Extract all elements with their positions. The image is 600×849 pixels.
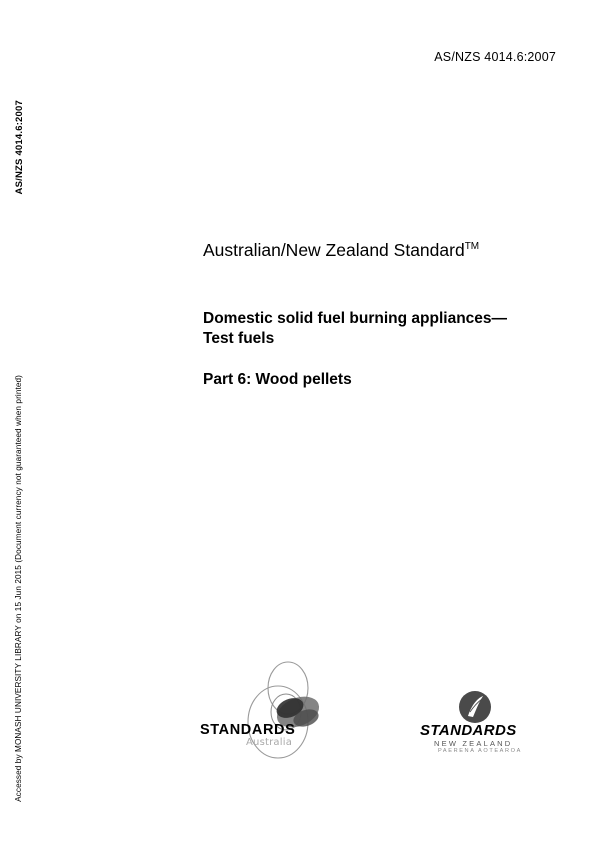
standards-australia-rings-icon bbox=[242, 660, 342, 770]
standards-australia-logo bbox=[200, 660, 345, 770]
standards-new-zealand-subtext: NEW ZEALAND bbox=[434, 739, 513, 748]
standards-new-zealand-wordmark: STANDARDS bbox=[420, 722, 517, 739]
standards-new-zealand-logo bbox=[420, 690, 550, 760]
standard-type-block bbox=[203, 240, 543, 262]
standards-australia-subtext: Australia bbox=[246, 737, 293, 748]
sidebar-document-number: AS/NZS 4014.6:2007 bbox=[14, 100, 25, 195]
page-title: Domestic solid fuel burning appliances—Test fuels bbox=[203, 310, 508, 348]
standards-australia-wordmark: STANDARDS bbox=[200, 722, 296, 738]
sidebar-access-note: Accessed by MONASH UNIVERSITY LIBRARY on 15 Jun 2015 (Document currency not guaranteed when printed) bbox=[14, 375, 23, 802]
standards-new-zealand-mark-icon bbox=[458, 690, 492, 724]
standards-new-zealand-maori-subtext: PAERENA AOTEAROA bbox=[438, 748, 522, 754]
document-number-header: AS/NZS 4014.6:2007 bbox=[434, 50, 556, 64]
standard-type-label: Australian/New Zealand Standard bbox=[203, 240, 465, 260]
trademark-mark: TM bbox=[464, 241, 480, 253]
standard-type bbox=[203, 240, 543, 262]
page-part-title: Part 6: Wood pellets bbox=[203, 371, 352, 388]
